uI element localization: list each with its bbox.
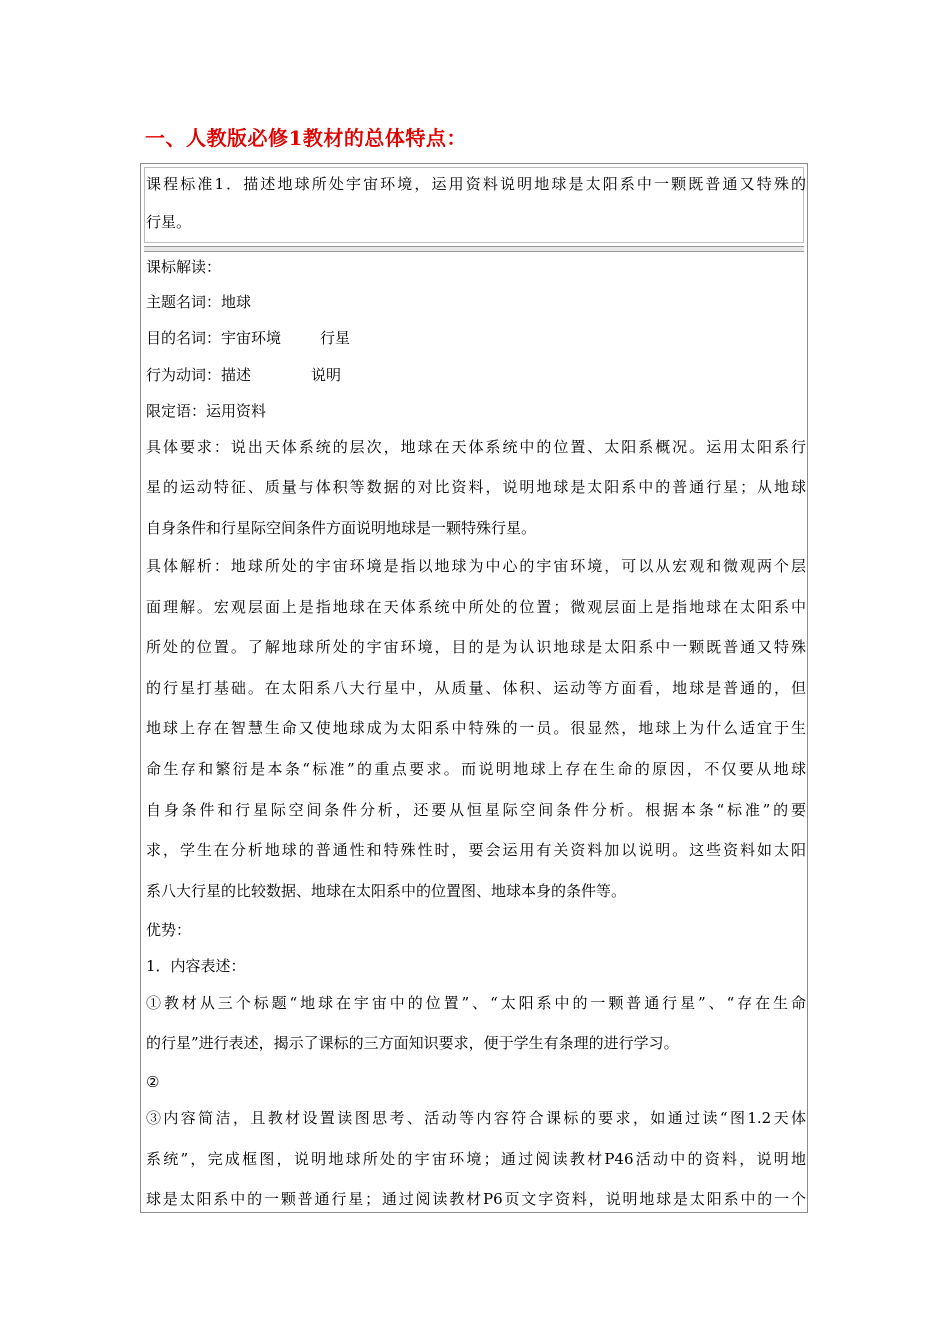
object-value-1: 宇宙环境 [221,329,282,347]
subject-row [146,292,806,312]
qualifier-label: 限定语： [146,402,207,420]
requirements-line-3: 自身条件和行星际空间条件方面说明地球是一颗特殊行星。 [146,519,537,537]
point-3-line-3: 球是太阳系中的一颗普通行星；通过阅读教材P6页文字资料，说明地球是太阳系中的一个 [146,1190,806,1208]
analysis-line-6: 命生存和繁衍是本条“标准”的重点要求。而说明地球上存在生命的原因，不仅要从地球 [146,760,806,778]
analysis-line-8: 求，学生在分析地球的普通性和特殊性时，要会运用有关资料加以说明。这些资料如太阳 [146,841,806,859]
point-3-line-2: 系统”，完成框图，说明地球所处的宇宙环境；通过阅读教材P46活动中的资料，说明地 [146,1150,806,1168]
analysis-line-9: 系八大行星的比较数据、地球在太阳系中的位置图、地球本身的条件等。 [146,882,627,900]
point-1-line-1: ①教材从三个标题“地球在宇宙中的位置”、“太阳系中的一颗普通行星”、“存在生命 [146,994,806,1012]
requirements-line-1: 具体要求：说出天体系统的层次，地球在天体系统中的位置、太阳系概况。运用太阳系行 [146,438,806,456]
object-value-2: 行星 [320,329,351,347]
analysis-line-4: 的行星打基础。在太阳系八大行星中，从质量、体积、运动等方面看，地球是普通的，但 [146,679,806,697]
content-table [140,163,808,1213]
point-3-line-1: ③内容简洁，且教材设置读图思考、活动等内容符合课标的要求，如通过读“图1.2天体 [146,1109,806,1127]
verb-label: 行为动词： [146,366,222,384]
interpretation-title: 课标解读： [146,258,222,276]
qualifier-row [146,401,806,421]
standard-line-2: 行星。 [146,213,192,231]
point-2: ② [146,1073,160,1091]
advantages-title: 优势： [146,921,192,939]
standard-line-1: 课程标准1．描述地球所处宇宙环境，运用资料说明地球是太阳系中一颗既普通又特殊的 [146,175,806,193]
point-1-line-2: 的行星”进行表述，揭示了课标的三方面知识要求，便于学生有条理的进行学习。 [146,1034,679,1052]
verb-row [146,365,806,385]
requirements-line-2: 星的运动特征、质量与体积等数据的对比资料，说明地球是太阳系中的普通行星；从地球 [146,478,806,496]
qualifier-value: 运用资料 [206,402,267,420]
object-label: 目的名词： [146,329,222,347]
verb-value-1: 描述 [221,366,252,384]
subject-value: 地球 [221,293,252,311]
verb-value-2: 说明 [311,366,342,384]
object-row [146,328,806,348]
analysis-line-3: 所处的位置。了解地球所处的宇宙环境，目的是为认识地球是太阳系中一颗既普通又特殊 [146,638,806,656]
page-heading: 一、人教版必修1教材的总体特点： [145,126,467,150]
analysis-line-7: 自身条件和行星际空间条件分析，还要从恒星际空间条件分析。根据本条“标准”的要 [146,801,806,819]
advantage-item-1-title: 1．内容表述： [146,957,246,975]
analysis-line-1: 具体解析：地球所处的宇宙环境是指以地球为中心的宇宙环境，可以从宏观和微观两个层 [146,557,806,575]
analysis-line-2: 面理解。宏观层面上是指地球在天体系统中所处的位置；微观层面上是指地球在太阳系中 [146,598,806,616]
section-divider [144,246,804,252]
subject-label: 主题名词： [146,293,222,311]
analysis-line-5: 地球上存在智慧生命又使地球成为太阳系中特殊的一员。很显然，地球上为什么适宜于生 [146,719,806,737]
